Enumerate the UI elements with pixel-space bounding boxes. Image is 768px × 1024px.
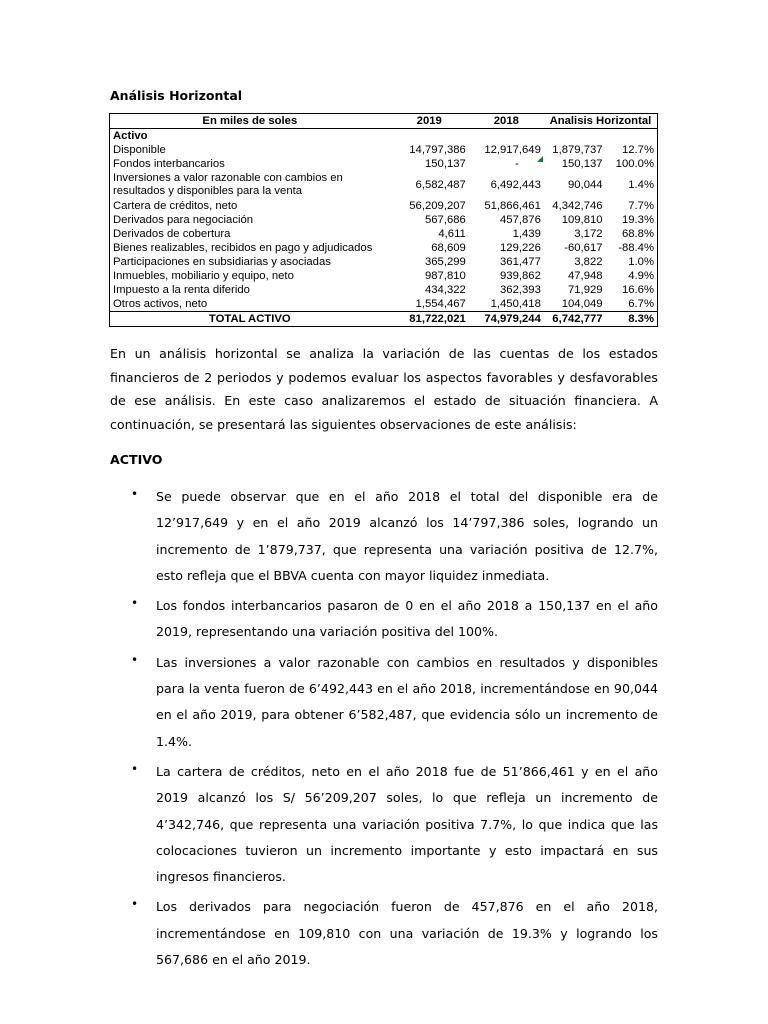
list-item — [0, 650, 768, 755]
list-item — [0, 593, 768, 646]
observations-list — [0, 484, 768, 977]
table-header-row — [110, 114, 658, 129]
table-row — [110, 241, 658, 255]
total-label: TOTAL ACTIVO — [110, 312, 390, 327]
cell-pct: 12.7% — [606, 143, 658, 157]
cell-2019: 987,810 — [424, 270, 466, 282]
cell-2019: 434,322 — [424, 284, 466, 296]
cell-2018: 1,450,418 — [490, 298, 541, 310]
cell-2019: 567,686 — [424, 214, 466, 226]
list-item-text: Se puede observar que en el año 2018 el total del disponible era de 12’917,649 y en el año 2019 alcanzó los 14’797,386 soles, logrando un incremento de 1’879,737, que representa una variación positiva de 12.7%, esto refleja que el BBVA cuenta con mayor liquidez inmediata. — [156, 489, 658, 583]
section-title: Análisis Horizontal — [110, 88, 243, 103]
list-item-text: La cartera de créditos, neto en el año 2018 fue de 51’866,461 y en el año 2019 alcanzó los S/ 56’209,207 soles, lo que refleja un incremento de 4’342,746, que representa una variación positiva 7.7%, lo que indica que las colocaciones tuvieron un incremento importante y esto impactará en sus ingresos financieros. — [156, 763, 658, 885]
cell-var: 150,137 — [561, 158, 603, 170]
cell-2018: 1,439 — [512, 228, 541, 240]
cell-2018: 6,492,443 — [490, 179, 541, 191]
table-row — [110, 283, 658, 297]
cell-pct: 7.7% — [606, 199, 658, 213]
cell-2019: 56,209,207 — [409, 200, 466, 212]
row-label: Inversiones a valor razonable con cambios en resultados y disponibles para la venta — [110, 171, 390, 199]
cell-2019: 365,299 — [424, 256, 466, 268]
intro-paragraph: En un análisis horizontal se analiza la variación de las cuentas de los estados financieros de 2 periodos y podemos evaluar los aspectos favorables y desfavorables de ese análisis. En este caso analizaremos el estado de situación financiera. A continuación, se presentará las siguientes observaciones de este análisis: — [110, 346, 658, 432]
cell-2018: 51,866,461 — [484, 200, 541, 212]
cell-2018: - — [514, 158, 519, 170]
row-label: Inmuebles, mobiliario y equipo, neto — [110, 269, 390, 283]
bullet-icon: • — [131, 596, 139, 611]
cell-pct: 16.6% — [606, 283, 658, 297]
group-row — [110, 129, 658, 144]
header-label: En miles de soles — [110, 114, 390, 129]
cell-var: 3,822 — [574, 256, 603, 268]
row-label: Cartera de créditos, neto — [110, 199, 390, 213]
cell-pct: -88.4% — [606, 241, 658, 255]
financial-table — [109, 113, 658, 327]
cell-pct: 4.9% — [606, 269, 658, 283]
list-item — [0, 484, 768, 589]
cell-var: 47,948 — [567, 270, 603, 282]
total-pct: 8.3% — [606, 312, 658, 327]
row-label: Impuesto a la renta diferido — [110, 283, 390, 297]
cell-2018: 361,477 — [500, 256, 541, 268]
total-row — [110, 312, 658, 327]
header-horizontal: Analisis Horizontal — [544, 114, 658, 129]
cell-2018: 939,862 — [500, 270, 541, 282]
row-label: Disponible — [110, 143, 390, 157]
cell-2019: 6,582,487 — [415, 179, 466, 191]
row-label: Derivados para negociación — [110, 213, 390, 227]
cell-var: 4,342,746 — [552, 200, 603, 212]
table-row — [110, 171, 658, 199]
cell-2019: 68,609 — [431, 242, 466, 254]
cell-2019: 150,137 — [424, 158, 466, 170]
cell-2019: 1,554,467 — [415, 298, 466, 310]
list-item-text: Los fondos interbancarios pasaron de 0 en el año 2018 a 150,137 en el año 2019, representando una variación positiva del 100%. — [156, 598, 658, 640]
bullet-icon: • — [131, 652, 139, 667]
bullet-icon: • — [131, 897, 139, 912]
row-label: Participaciones en subsidiarias y asociadas — [110, 255, 390, 269]
cell-var: -60,617 — [564, 242, 603, 254]
table-row — [110, 227, 658, 241]
comment-marker-icon — [537, 156, 543, 162]
bullet-icon: • — [131, 487, 139, 501]
cell-2018: 362,393 — [500, 284, 541, 296]
bullet-icon: • — [131, 761, 139, 776]
table-row — [110, 157, 658, 171]
row-label: Bienes realizables, recibidos en pago y adjudicados — [110, 241, 390, 255]
cell-pct: 1.4% — [606, 171, 658, 199]
cell-var: 90,044 — [567, 179, 603, 191]
cell-pct: 100.0% — [606, 157, 658, 171]
table-row — [110, 143, 658, 157]
row-label: Derivados de cobertura — [110, 227, 390, 241]
list-item-text: Las inversiones a valor razonable con cambios en resultados y disponibles para la venta fueron de 6’492,443 en el año 2018, incrementándose en 90,044 en el año 2019, para obtener 6’582,487, que evidencia sólo un incremento de 1.4%. — [156, 654, 658, 749]
header-2019: 2019 — [390, 114, 469, 129]
table-row — [110, 297, 658, 312]
group-label: Activo — [110, 129, 606, 144]
total-var: 6,742,777 — [544, 312, 606, 327]
list-item — [0, 894, 768, 973]
table-row — [110, 269, 658, 283]
table-row — [110, 199, 658, 213]
cell-2018: 129,226 — [500, 242, 541, 254]
cell-2019: 4,611 — [438, 228, 466, 240]
cell-var: 1,879,737 — [552, 144, 603, 156]
cell-2019: 14,797,386 — [409, 144, 466, 156]
cell-var: 71,929 — [567, 284, 603, 296]
total-2018: 74,979,244 — [469, 312, 544, 327]
table-row — [110, 213, 658, 227]
cell-var: 104,049 — [561, 298, 603, 310]
cell-var: 3,172 — [574, 228, 603, 240]
cell-2018: 12,917,649 — [484, 144, 541, 156]
header-2018: 2018 — [469, 114, 544, 129]
cell-pct: 68.8% — [606, 227, 658, 241]
cell-var: 109,810 — [561, 214, 603, 226]
row-label: Otros activos, neto — [110, 297, 390, 312]
total-2019: 81,722,021 — [390, 312, 469, 327]
cell-2018: 457,876 — [500, 214, 541, 226]
activo-heading: ACTIVO — [110, 452, 163, 467]
table-row — [110, 255, 658, 269]
cell-pct: 6.7% — [606, 297, 658, 312]
list-item-text: Los derivados para negociación fueron de 457,876 en el año 2018, incrementándose en 109,810 con una variación de 19.3% y logrando los 567,686 en el año 2019. — [156, 899, 658, 968]
row-label: Fondos interbancarios — [110, 157, 390, 171]
cell-pct: 19.3% — [606, 213, 658, 227]
cell-pct: 1.0% — [606, 255, 658, 269]
list-item — [0, 759, 768, 890]
